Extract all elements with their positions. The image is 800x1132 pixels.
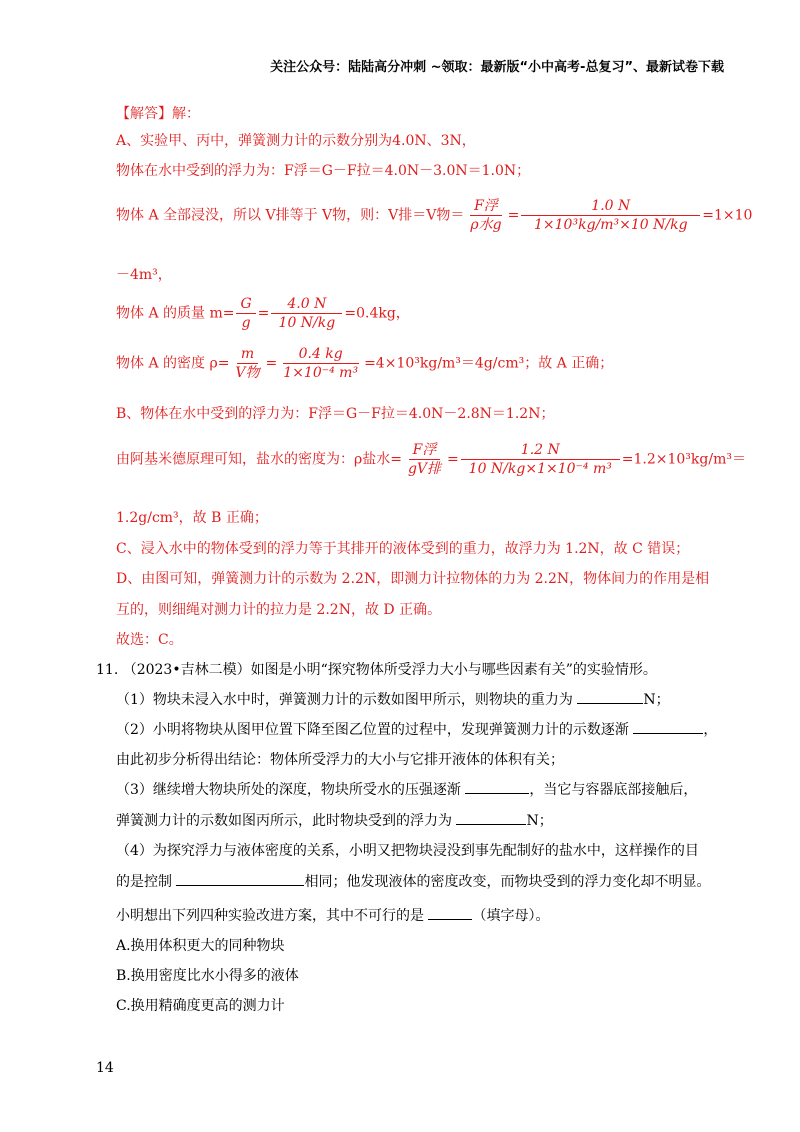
fraction-den: g (241, 315, 251, 332)
question-part-4-line2 (116, 871, 710, 891)
a6-prefix: 物体 A 的密度 ρ= (116, 355, 230, 372)
question-part-4-line3 (116, 905, 549, 925)
answer-line-d2: 互的，则细绳对测力计的拉力是 2.2N，故 D 正确。 (116, 602, 442, 618)
a5-prefix: 物体 A 的质量 m= (116, 305, 235, 322)
fraction-den: 1×10⁻⁴ m³ (283, 365, 359, 382)
q4-line3-suffix: （填字母）。 (472, 908, 550, 924)
a3-prefix: 物体 A 全部浸没，所以 V排等于 V物，则：V排＝V物＝ (116, 207, 465, 224)
answer-line-a3: 物体 A 全部浸没，所以 V排等于 V物，则：V排＝V物＝ $\frac{\text{F浮}}{\text{ρ水g}}$ = $\frac{1.0 N}{\text{1×10³kg/m³×10 N/kg}}$ =1×10 (116, 198, 753, 234)
answer-heading: 【解答】解： (116, 106, 200, 122)
question-part-3 (116, 779, 697, 799)
q1-prefix: （1）物块未浸入水中时，弹簧测力计的示数如图甲所示，则物块的重力为 (116, 692, 578, 708)
answer-line-a5: 物体 A 的质量 m= $\frac{G}{g}$ = $\frac{4.0 N}{10 N/kg}$ =0.4kg， (116, 296, 410, 332)
question-part-1 (116, 689, 670, 709)
question-part-2 (116, 719, 717, 739)
answer-blank[interactable] (428, 906, 472, 920)
fraction-num: 0.4 kg (283, 346, 359, 364)
answer-line-a6: 物体 A 的密度 ρ= $\frac{m}{\text{V物}}$ = $\frac{0.4 kg}{\text{1×10⁻⁴ m³}}$ =4×10³kg/m³＝4g/cm³；故 A 正确； (116, 346, 614, 382)
answer-line-b1: B、物体在水中受到的浮力为：F浮＝G－F拉＝4.0N－2.8N＝1.2N； (116, 406, 555, 422)
answer-line-c: C、浸入水中的物体受到的浮力等于其排开的液体受到的重力，故浮力为 1.2N，故 C 错误； (116, 541, 690, 557)
answer-line-b2: 由阿基米德原理可知，盐水的密度为：ρ盐水= $\frac{\text{F浮}}{\text{gV排}}$ = $\frac{1.2 N}{\text{10 N/kg×1×10⁻⁴ m³}}$ =1.2×10³kg/m³＝ (116, 442, 746, 478)
answer-choice: 故选：C。 (116, 632, 183, 648)
answer-blank[interactable] (456, 811, 526, 825)
q2-suffix: ， (703, 722, 718, 738)
fraction (231, 346, 263, 381)
q3-line2-prefix: 弹簧测力计的示数如图丙所示，此时物块受到的浮力为 (116, 813, 457, 829)
option-b: B.换用密度比水小得多的液体 (116, 968, 299, 984)
fraction (236, 296, 255, 331)
fraction-num: 1.2 N (461, 442, 620, 460)
fraction (461, 442, 620, 477)
fraction-den: 1×10³kg/m³×10 N/kg (534, 217, 688, 234)
a6-suffix: =4×10³kg/m³＝4g/cm³；故 A 正确； (364, 355, 614, 372)
fraction-num: m (237, 346, 258, 364)
fraction-num: 1.0 N (521, 198, 700, 216)
answer-blank[interactable] (577, 690, 643, 704)
page-number: 14 (96, 1060, 114, 1076)
q2-prefix: （2）小明将物块从图甲位置下降至图乙位置的过程中，发现弹簧测力计的示数逐渐 (116, 722, 634, 738)
question-part-3-line2 (116, 810, 553, 830)
page-header: 关注公众号：陆陆高分冲刺 ~领取：最新版“小中高考-总复习”、最新试卷下载 (270, 60, 724, 75)
answer-blank[interactable] (465, 780, 529, 794)
q4-line2-suffix: 相同；他发现液体的密度改变，而物块受到的浮力变化却不明显。 (304, 874, 711, 890)
fraction-den: V物 (235, 365, 260, 382)
fraction (404, 442, 445, 477)
answer-blank[interactable] (633, 720, 703, 734)
fraction (521, 198, 700, 233)
fraction-den: ρ水g (470, 217, 502, 234)
answer-line-a4: －4m³， (116, 267, 172, 283)
fraction-num: F浮 (470, 198, 502, 216)
q4-line3-prefix: 小明想出下列四种实验改进方案，其中不可行的是 (116, 908, 429, 924)
q1-suffix: N； (643, 692, 670, 708)
b2-prefix: 由阿基米德原理可知，盐水的密度为：ρ盐水= (116, 451, 402, 468)
a3-suffix: =1×10 (702, 207, 753, 224)
question-part-2-line2: 由此初步分析得出结论：物体所受浮力的大小与它排开液体的体积有关； (116, 752, 564, 768)
question-part-4: （4）为探究浮力与液体密度的关系，小明又把物块浸没到事先配制好的盐水中，这样操作的目 (116, 843, 699, 859)
fraction (271, 296, 342, 331)
fraction (466, 198, 505, 233)
answer-line-a1: A、实验甲、丙中，弹簧测力计的示数分别为4.0N、3N， (116, 133, 476, 149)
answer-blank[interactable] (176, 872, 304, 886)
option-c: C.换用精确度更高的测力计 (116, 998, 285, 1014)
fraction-den: gV排 (407, 461, 442, 478)
a5-suffix: =0.4kg， (344, 305, 410, 322)
fraction-num: 4.0 N (271, 296, 342, 314)
b2-suffix: =1.2×10³kg/m³＝ (621, 451, 746, 468)
q3-suffix: ，当它与容器底部接触后， (529, 782, 698, 798)
fraction-num: G (236, 296, 255, 314)
fraction-den: 10 N/kg×1×10⁻⁴ m³ (468, 461, 612, 478)
fraction (279, 346, 362, 381)
q4-line2-prefix: 的是控制 (116, 874, 177, 890)
q3-prefix: （3）继续增大物块所处的深度，物块所受水的压强逐渐 (116, 782, 466, 798)
q3-line2-suffix: N； (526, 813, 553, 829)
fraction-num: F浮 (409, 442, 441, 460)
fraction-den: 10 N/kg (278, 315, 336, 332)
question-stem: 11. （2023•吉林二模）如图是小明“探究物体所受浮力大小与哪些因素有关”的实验情形。 (96, 662, 657, 678)
option-a: A.换用体积更大的同种物块 (116, 938, 285, 954)
answer-line-d1: D、由图可知，弹簧测力计的示数为 2.2N，即测力计拉物体的力为 2.2N，物体间力的作用是相 (116, 571, 710, 587)
answer-line-b3: 1.2g/cm³，故 B 正确； (116, 510, 268, 526)
answer-line-a2: 物体在水中受到的浮力为：F浮＝G－F拉＝4.0N－3.0N＝1.0N； (116, 163, 531, 179)
